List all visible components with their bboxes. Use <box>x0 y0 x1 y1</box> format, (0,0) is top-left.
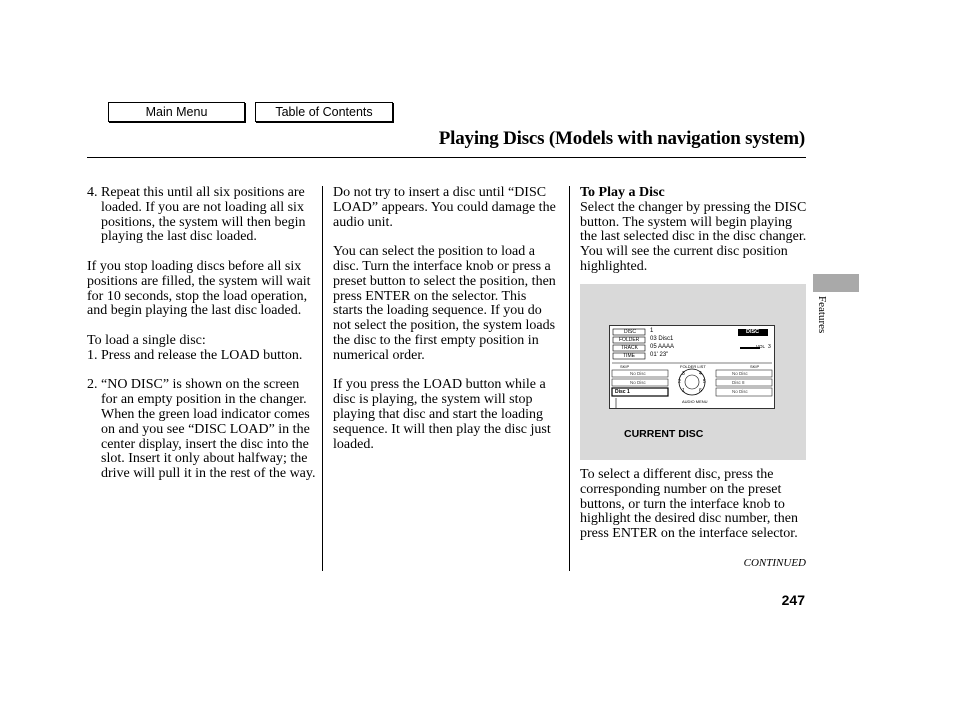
slot-left-mid: No Disc <box>630 380 646 385</box>
knob-preset-2: 2 <box>678 379 681 385</box>
page-number: 247 <box>781 592 805 608</box>
knob-preset-3: 3 <box>682 371 685 377</box>
disc-screen-figure <box>580 284 806 460</box>
column-3 <box>580 186 808 290</box>
continued-note: CONTINUED <box>743 557 806 569</box>
slot-right-mid: Disc 8 <box>732 380 745 385</box>
section-tab <box>813 274 859 292</box>
paragraph-load-while-playing: If you press the LOAD button while a disc is playing, the system will stop playing that disc and start the loading sequence. It will then play the disc just loaded. <box>333 377 551 452</box>
audio-screen-illustration <box>609 325 775 409</box>
column-divider-right <box>569 186 570 571</box>
knob-preset-1: 1 <box>682 388 685 394</box>
title-rule <box>87 157 806 158</box>
folder-list-label: FOLDER LIST <box>680 364 706 369</box>
step-text: Repeat this until all six positions are loaded. If you are not loading all six positions, the system will then begin playing the last disc loaded. <box>101 185 306 245</box>
disc-label: DISC <box>624 329 636 335</box>
step-4 <box>87 186 317 245</box>
volume-label: VOL <box>756 344 766 349</box>
audio-menu-label: AUDIO MENU <box>682 399 708 404</box>
slot-left-top: No Disc <box>630 371 646 376</box>
time-label: TIME <box>623 353 635 359</box>
single-disc-intro: To load a single disc: <box>87 332 206 348</box>
paragraph-play-disc: Select the changer by pressing the DISC button. The system will begin playing the last selected disc in the disc changer. You will see the current disc position highlighted. <box>580 199 807 274</box>
skip-left-label: SKIP <box>620 364 630 369</box>
slot-left-bottom: Disc 1 <box>615 389 630 395</box>
step-1 <box>87 349 317 364</box>
folder-value: 03 Disc1 <box>650 336 674 342</box>
step-number: 1. <box>87 347 98 363</box>
volume-value: 3 <box>768 344 771 350</box>
column-1 <box>87 186 317 497</box>
disc-value: 1 <box>650 328 654 334</box>
step-text: “NO DISC” is shown on the screen for an empty position in the changer. When the green load indicator comes on and you see “DISC LOAD” in the center display, insert the disc into the slot. Insert it only about halfway; the drive will pull it in the rest of the way. <box>101 377 316 482</box>
step-text: Press and release the LOAD button. <box>101 347 303 363</box>
page-title: Playing Discs (Models with navigation system) <box>438 128 805 149</box>
paragraph-select-position: You can select the position to load a disc. Turn the interface knob or press a preset button to select the position, then press ENTER on the selector. This starts the loading sequence. If you do not select the position, the system loads the disc to the first empty position in numerical order. <box>333 244 556 363</box>
paragraph-select-different-disc: To select a different disc, press the corresponding number on the preset buttons, or turn the interface knob to highlight the desired disc number, then press ENTER on the interface selector. <box>580 467 798 542</box>
skip-right-label: SKIP <box>750 364 760 369</box>
mode-badge: DISC <box>746 329 760 335</box>
column-3-continued <box>580 468 808 557</box>
folder-label: FOLDER <box>619 337 640 343</box>
paragraph-stop-loading: If you stop loading discs before all six positions are filled, the system will wait for 10 seconds, stop the load operation, and begin playing the last disc loaded. <box>87 258 311 319</box>
main-menu-button[interactable]: Main Menu <box>108 102 245 122</box>
time-value: 01' 23" <box>650 352 669 358</box>
knob-preset-5: 5 <box>703 379 706 385</box>
section-label: Features <box>816 296 828 334</box>
step-number: 2. <box>87 377 98 393</box>
paragraph-caution: Do not try to insert a disc until “DISC LOAD” appears. You could damage the audio unit. <box>333 185 556 230</box>
step-number: 4. <box>87 185 98 200</box>
knob-preset-4: 4 <box>699 371 702 377</box>
column-2 <box>333 186 559 467</box>
slot-right-top: No Disc <box>732 371 748 376</box>
step-2 <box>87 378 317 482</box>
table-of-contents-button[interactable]: Table of Contents <box>255 102 393 122</box>
figure-caption: CURRENT DISC <box>624 428 704 440</box>
section-heading: To Play a Disc <box>580 185 665 200</box>
knob-preset-6: 6 <box>699 388 702 394</box>
column-divider-left <box>322 186 323 571</box>
track-value: 05 AAAA <box>650 344 675 350</box>
slot-right-bottom: No Disc <box>732 389 748 394</box>
track-label: TRACK <box>621 345 638 351</box>
